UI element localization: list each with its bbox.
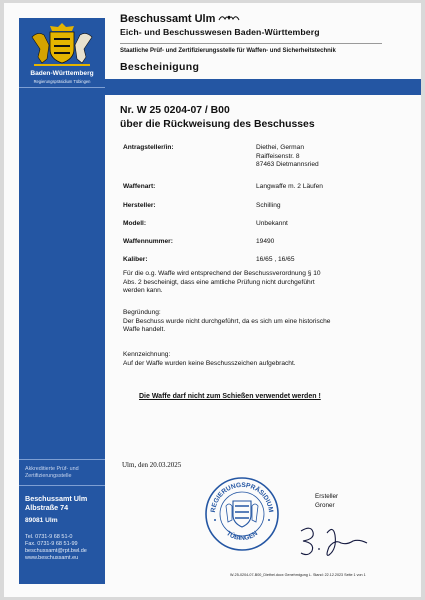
document-title: Nr. W 25 0204-07 / B00 über die Rückweisung des Beschusses [120, 105, 315, 130]
applicant-label: Antragsteller/in: [123, 144, 174, 151]
signature-icon [293, 523, 371, 559]
sidebar-accreditation: Akkreditierte Prüf- und Zertifizierungsstelle [25, 466, 79, 479]
sidebar-divider [19, 459, 105, 460]
caliber-label: Kaliber: [123, 256, 148, 263]
document-type: Bescheinigung [120, 61, 200, 73]
sidebar-postcode: 89081 Ulm [25, 517, 58, 524]
model-value: Unbekannt [256, 220, 288, 227]
marking-paragraph: Kennzeichnung: Auf der Waffe wurden keine Beschusszeichen aufgebracht. [123, 351, 296, 367]
seal-top-text: REGIERUNGSPRÄSIDIUM [209, 481, 275, 513]
office-subtitle: Eich- und Beschusswesen Baden-Württemberg [120, 27, 320, 37]
model-label: Modell: [123, 220, 147, 227]
maker-value: Schilling [256, 202, 281, 209]
document-page [4, 3, 421, 597]
certification-paragraph: Für die o.g. Waffe wird entsprechend der Beschussverordnung § 10 Abs. 2 bescheinigt, dass eine amtliche Prüfung nicht durchgeführt werden kann. [123, 270, 321, 295]
sidebar-contact: Tel. 0731-9 68 51-0 Fax. 0731-9 68 51-99 beschussamt@rpt.bwl.de www.beschussamt.eu [25, 534, 87, 561]
reason-paragraph: Begründung: Der Beschuss wurde nicht durchgeführt, da es sich um eine historische Waffe handelt. [123, 309, 331, 334]
footer-reference: W-25-0204-07-B00_Diethei.docx Genehmigung L. Stand: 22.12.2023 Seite 1 von 1 [230, 573, 366, 577]
place-date: Ulm, den 20.03.2025 [122, 461, 182, 469]
caliber-value: 16/65 , 16/65 [256, 256, 295, 263]
coat-of-arms-icon [28, 23, 96, 67]
eagle-mark-icon [218, 13, 240, 23]
header-band [105, 79, 421, 95]
sidebar [19, 18, 105, 584]
serial-label: Waffennummer: [123, 238, 173, 245]
sidebar-address: Beschussamt Ulm Albstraße 74 [25, 494, 88, 512]
creator-block: Ersteller Groner [315, 493, 339, 509]
applicant-value: Diethei, German Raiffeisenstr. 8 87463 Dietmannsried [256, 144, 319, 169]
office-title: Beschussamt Ulm [120, 13, 240, 25]
sidebar-state-name: Baden-Württemberg [30, 70, 94, 77]
sidebar-divider [19, 485, 105, 486]
office-description: Staatliche Prüf- und Zertifizierungsstelle für Waffen- und Sicherheitstechnik [120, 48, 336, 54]
maker-label: Hersteller: [123, 202, 156, 209]
header-divider [120, 43, 382, 44]
serial-value: 19490 [256, 238, 275, 245]
seal-bottom-text: TÜBINGEN [224, 530, 260, 543]
sidebar-divider [19, 87, 105, 88]
svg-text:TÜBINGEN [225, 530, 259, 542]
weapon-type-label: Waffenart: [123, 183, 156, 190]
warning-notice: Die Waffe darf nicht zum Schießen verwendet werden ! [139, 393, 321, 400]
weapon-type-value: Langwaffe m. 2 Läufen [256, 183, 323, 190]
official-seal-icon [204, 476, 280, 552]
sidebar-authority: Regierungspräsidium Tübingen [33, 79, 91, 84]
